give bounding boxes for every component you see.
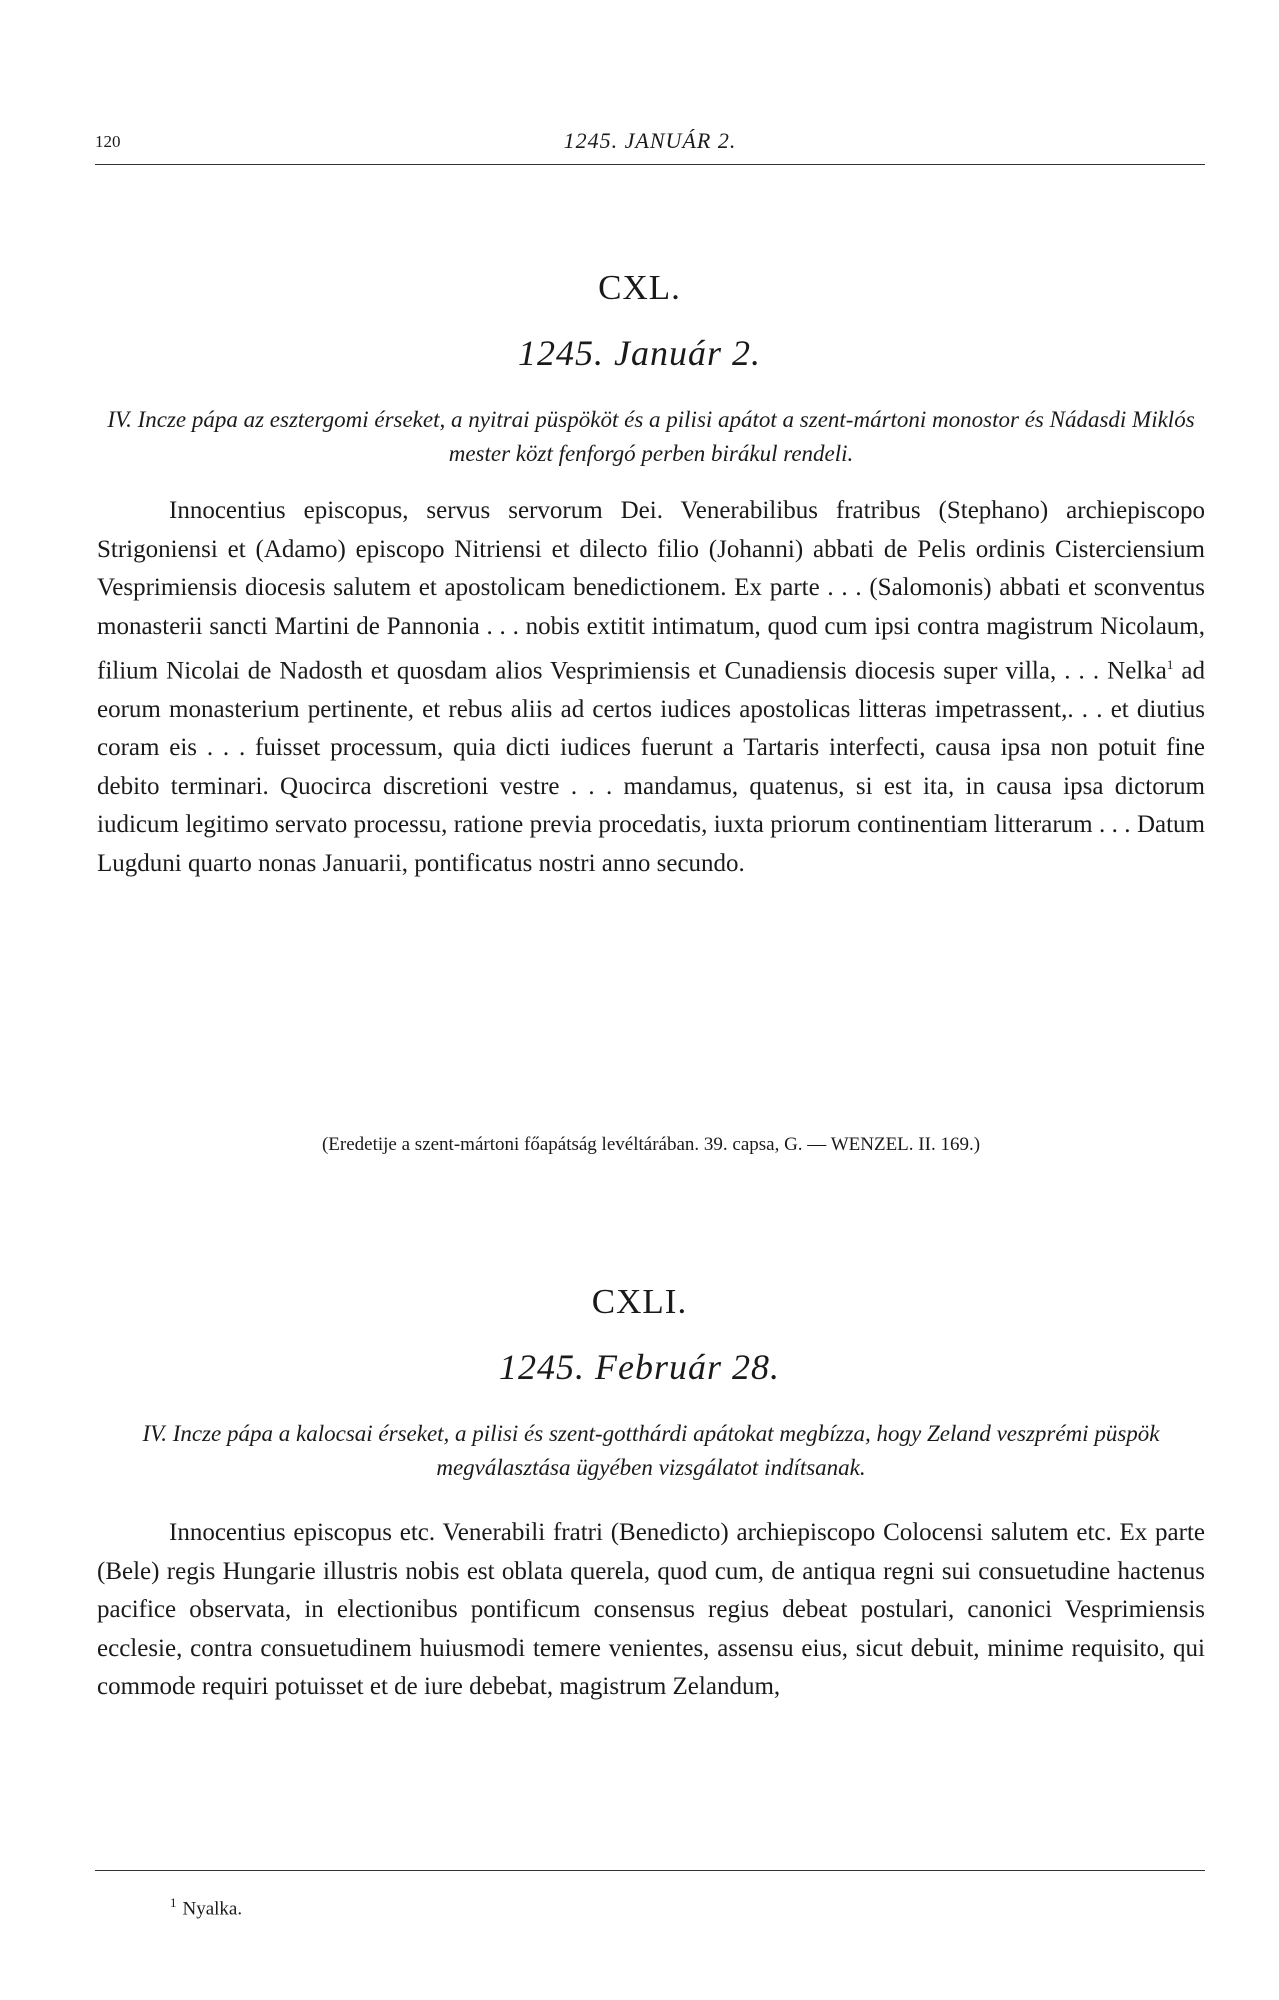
document-body-part: Innocentius episcopus, servus servorum Dei. Venerabilibus fratribus (Stephano) archiepiscopo Strigoniensi et (Adamo) episcopo Nitriensi et dilecto filio (Johanni) abbati de Pelis ordinis Cisterciensium Vesprimiensis diocesis salutem et apostolicam benedictionem. Ex parte . . . (Salomonis) abbati et sconventus monasterii sancti Martini de Pannonia . . . nobis extitit intimatum, quod cum ipsi contra magistrum Nicolaum, filium Nicolai de Nadosth et quosdam alios Vesprimiensis et Cunadiensis diocesis super villa, . . . Nelka [97,497,1205,685]
document-regest: IV. Incze pápa az esztergomi érseket, a nyitrai püspököt és a pilisi apátot a szent-mártoni monostor és Nádasdi Miklós mester közt fenforgó perben birákul rendeli. [107,407,1195,466]
document-body-part: ad eorum monasterium pertinente, et rebus aliis ad certos iudices apostolicas litteras impetrassent,. . . et diutius coram eis . . . fuisset processum, quia dicti iudices fuerunt a Tartaris interfecti, causa ipsa non potuit fine debito terminari. Quocirca discretioni vestre . . . mandamus, quatenus, si est ita, in causa ipsa dictorum iudicum legitimo servato processu, ratione previa procedatis, iuxta priorum continentiam litterarum . . . Datum Lugduni quarto nonas Januarii, pontificatus nostri anno secundo. [97,657,1205,877]
document-body [97,492,1205,883]
document-number: CXLI. [591,1282,688,1321]
document-number: CXL. [598,268,681,307]
footnote [170,1895,242,1920]
footnote-mark: 1 [170,1895,177,1910]
page-number: 120 [95,132,121,151]
footnote-reference: 1 [1166,657,1174,672]
source-note: (Eredetije a szent-mártoni főapátság levéltárában. 39. capsa, G. — WENZEL. II. 169.) [321,1134,981,1155]
document-regest: IV. Incze pápa a kalocsai érseket, a pilisi és szent-gotthárdi apátokat megbízza, hogy Zeland veszprémi püspök megválasztása ügyében vizsgálatot indítsanak. [142,1421,1160,1480]
document-date: 1245. Január 2. [518,333,761,373]
running-head [95,128,1205,165]
running-head-date: 1245. JANUÁR 2. [563,128,737,153]
document-date: 1245. Február 28. [499,1347,780,1387]
footnote-text: Nyalka. [182,1898,243,1920]
document-body: Innocentius episcopus etc. Venerabili fratri (Benedicto) archiepiscopo Colocensi salutem etc. Ex parte (Bele) regis Hungarie illustris nobis est oblata querela, quod cum, de antiqua regni sui consuetudine hactenus pacifice observata, in electionibus pontificum consensus regius debeat postulari, canonici Vesprimiensis ecclesie, contra consuetudinem huiusmodi temere venientes, assensu eius, sicut debuit, minime requisito, qui commode requiri potuisset et de iure debebat, magistrum Zelandum, [97,1519,1205,1700]
footnote-rule [95,1870,1205,1871]
